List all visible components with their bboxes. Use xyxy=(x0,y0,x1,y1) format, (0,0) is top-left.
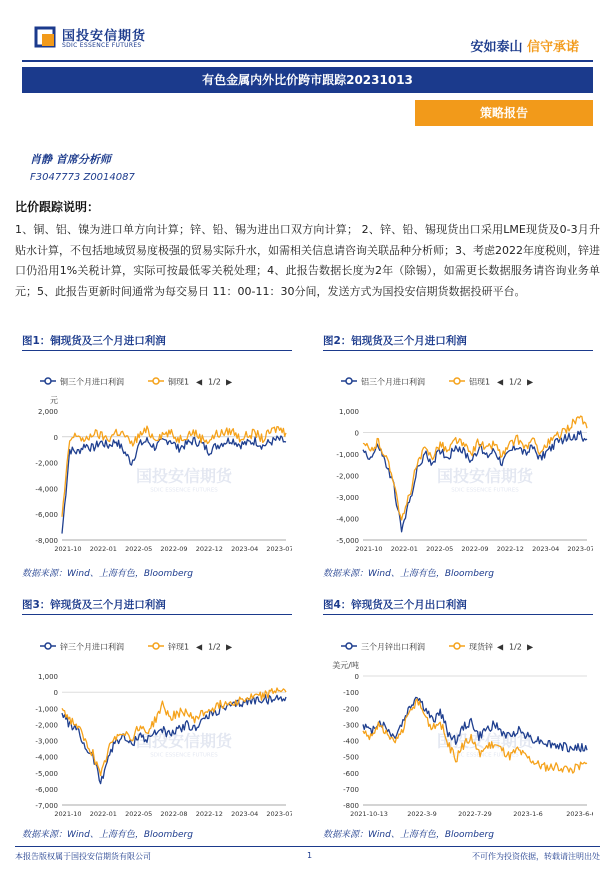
report-type-badge: 策略报告 xyxy=(415,100,593,126)
legend-pager: 1/2 xyxy=(208,642,221,652)
x-tick-label: 2021-10 xyxy=(54,810,82,818)
legend-pager: 1/2 xyxy=(208,377,221,387)
chart-svg xyxy=(22,620,292,820)
section-title: 比价跟踪说明： xyxy=(15,200,100,214)
x-tick-label: 2022-05 xyxy=(426,545,454,553)
y-tick-label: -6,000 xyxy=(35,511,58,520)
legend-marker-0 xyxy=(45,378,51,384)
analyst-ids: F3047773 Z0014087 xyxy=(30,172,135,183)
y-tick-label: -2,000 xyxy=(35,459,58,468)
x-tick-label: 2023-04 xyxy=(231,810,259,818)
x-tick-label: 2023-04 xyxy=(532,545,560,553)
figure-3-chart xyxy=(22,620,292,820)
watermark-text-en: SDIC ESSENCE FUTURES xyxy=(451,752,519,759)
figure-4-title: 图4：锌现货及三个月出口利润 xyxy=(323,597,593,615)
figure-1-title: 图1：铜现货及三个月进口利润 xyxy=(22,333,292,351)
slogan-part-a: 安如泰山 xyxy=(470,40,523,55)
x-tick-label: 2022-01 xyxy=(390,545,418,553)
chart-legend xyxy=(40,377,233,387)
legend-marker-1 xyxy=(153,643,159,649)
watermark-text: 国投安信期货 xyxy=(135,466,233,486)
x-tick-label: 2022-01 xyxy=(89,545,117,553)
x-tick-label: 2021-10 xyxy=(355,545,383,553)
x-tick-label: 2023-07 xyxy=(567,545,593,553)
y-tick-label: -2,000 xyxy=(35,721,58,730)
legend-marker-1 xyxy=(454,378,460,384)
slogan xyxy=(470,36,579,55)
y-tick-label: -8,000 xyxy=(35,537,58,545)
legend-label-0: 三个月锌出口利润 xyxy=(361,642,425,652)
legend-marker-0 xyxy=(346,378,352,384)
legend-pager: 1/2 xyxy=(509,377,522,387)
slogan-part-b: 信守承诺 xyxy=(526,40,579,55)
chart-svg xyxy=(323,355,593,555)
legend-pager-next-icon: ▶ xyxy=(527,642,534,652)
x-tick-label: 2021-10 xyxy=(54,545,82,553)
legend-label-0: 铜三个月进口利润 xyxy=(60,377,124,387)
figure-4-chart xyxy=(323,620,593,820)
y-tick-label: 1,000 xyxy=(37,673,58,681)
y-tick-label: -800 xyxy=(343,802,359,810)
watermark-text-en: SDIC ESSENCE FUTURES xyxy=(150,752,218,759)
x-tick-label: 2023-04 xyxy=(231,545,259,553)
header-divider xyxy=(22,60,593,62)
legend-pager: 1/2 xyxy=(509,642,522,652)
legend-marker-0 xyxy=(45,643,51,649)
x-tick-label: 2023-6-6 xyxy=(566,810,593,818)
y-tick-label: -300 xyxy=(343,721,359,730)
legend-pager-prev-icon: ◀ xyxy=(497,642,504,652)
y-tick-label: -100 xyxy=(343,689,359,698)
x-tick-label: 2023-07 xyxy=(266,545,292,553)
y-tick-label: -600 xyxy=(343,769,359,778)
company-name-en: SDIC ESSENCE FUTURES xyxy=(62,42,142,49)
company-name: 国投安信期货 xyxy=(62,29,147,44)
y-tick-label: 1,000 xyxy=(338,408,359,416)
figure-3-source: 数据来源：Wind、上海有色，Bloomberg xyxy=(22,830,193,840)
legend-label-1: 锌现1 xyxy=(168,642,190,652)
legend-label-0: 铝三个月进口利润 xyxy=(361,377,425,387)
x-tick-label: 2022-12 xyxy=(195,545,223,553)
x-tick-label: 2022-09 xyxy=(461,545,489,553)
figure-2-source: 数据来源：Wind、上海有色，Bloomberg xyxy=(323,569,494,579)
y-axis-unit: 美元/吨 xyxy=(332,661,359,670)
legend-label-1: 现货锌 xyxy=(469,642,493,652)
y-tick-label: -6,000 xyxy=(35,785,58,794)
x-tick-label: 2022-08 xyxy=(160,810,188,818)
y-tick-label: -4,000 xyxy=(35,753,58,762)
legend-marker-1 xyxy=(153,378,159,384)
legend-pager-prev-icon: ◀ xyxy=(196,377,203,387)
figure-2-title: 图2：铝现货及三个月进口利润 xyxy=(323,333,593,351)
figure-1-chart xyxy=(22,355,292,555)
y-tick-label: 2,000 xyxy=(37,408,58,416)
figure-1-source: 数据来源：Wind、上海有色，Bloomberg xyxy=(22,569,193,579)
y-tick-label: -500 xyxy=(343,753,359,762)
footer-divider xyxy=(15,846,600,847)
y-tick-label: -1,000 xyxy=(35,705,58,714)
analyst-name: 肖静 首席分析师 xyxy=(30,153,111,166)
figure-2-chart xyxy=(323,355,593,555)
x-tick-label: 2022-09 xyxy=(160,545,188,553)
y-tick-label: -2,000 xyxy=(336,472,359,481)
footer-copyright: 本报告版权属于国投安信期货有限公司 xyxy=(15,852,151,861)
figure-3-title: 图3：锌现货及三个月进口利润 xyxy=(22,597,292,615)
y-tick-label: -3,000 xyxy=(35,737,58,746)
legend-pager-prev-icon: ◀ xyxy=(196,642,203,652)
x-tick-label: 2023-07 xyxy=(266,810,292,818)
figure-4-source: 数据来源：Wind、上海有色，Bloomberg xyxy=(323,830,494,840)
chart-legend xyxy=(341,642,534,652)
page-number: 1 xyxy=(307,851,313,860)
x-tick-label: 2022-01 xyxy=(89,810,117,818)
x-tick-label: 2022-12 xyxy=(195,810,223,818)
chart-legend xyxy=(341,377,534,387)
chart-svg xyxy=(22,355,292,555)
y-tick-label: -1,000 xyxy=(336,451,359,459)
y-tick-label: 0 xyxy=(354,429,359,438)
legend-pager-next-icon: ▶ xyxy=(527,377,534,387)
y-tick-label: -3,000 xyxy=(336,494,359,502)
x-tick-label: 2022-3-9 xyxy=(407,810,437,818)
legend-marker-1 xyxy=(454,643,460,649)
x-tick-label: 2023-1-6 xyxy=(513,810,543,818)
x-tick-label: 2022-7-29 xyxy=(458,810,492,818)
y-tick-label: -7,000 xyxy=(35,802,58,810)
y-tick-label: -4,000 xyxy=(336,515,359,524)
x-tick-label: 2022-05 xyxy=(125,810,153,818)
legend-label-0: 锌三个月进口利润 xyxy=(60,642,124,652)
legend-pager-next-icon: ▶ xyxy=(226,642,233,652)
y-tick-label: 0 xyxy=(53,433,58,442)
y-tick-label: -400 xyxy=(343,737,359,746)
x-tick-label: 2022-05 xyxy=(125,545,153,553)
watermark-text-en: SDIC ESSENCE FUTURES xyxy=(150,487,218,494)
legend-label-1: 铝现1 xyxy=(469,377,491,387)
legend-pager-prev-icon: ◀ xyxy=(497,377,504,387)
legend-label-1: 铜现1 xyxy=(168,377,190,387)
y-tick-label: -5,000 xyxy=(336,537,359,545)
y-tick-label: -5,000 xyxy=(35,769,58,778)
legend-pager-next-icon: ▶ xyxy=(226,377,233,387)
x-tick-label: 2022-12 xyxy=(496,545,524,553)
y-tick-label: -200 xyxy=(343,705,359,714)
y-tick-label: 0 xyxy=(53,689,58,698)
y-tick-label: -4,000 xyxy=(35,485,58,494)
x-tick-label: 2021-10-13 xyxy=(350,810,388,818)
report-title: 有色金属内外比价跨市跟踪20231013 xyxy=(22,67,593,93)
company-logo-icon xyxy=(34,26,56,48)
chart-svg xyxy=(323,620,593,820)
page-header xyxy=(0,0,615,62)
watermark-text: 国投安信期货 xyxy=(436,466,534,486)
methodology-text: 1、铜、铝、镍为进口单方向计算；锌、铅、锡为进出口双方向计算； 2、锌、铅、锡现货出口采用LME现货及0-3月升贴水计算，不包括地域贸易度极强的贸易实际升水，如需相关信息请咨询关联品种分析师；3、考虑2022年度税则，锌进口仍沿用1%关税计算，实际可按最低零关税处理；4、此报告数据长度为2年（除锡），如需更长数据服务请咨询业务单元；5、此报告更新时间通常为每交易日 11：00-11：30分间，发送方式为国投安信期货数据投研平台。 xyxy=(15,223,600,298)
y-tick-label: 0 xyxy=(354,673,359,681)
legend-marker-0 xyxy=(346,643,352,649)
watermark-text-en: SDIC ESSENCE FUTURES xyxy=(451,487,519,494)
footer-disclaimer: 不可作为投资依据，转载请注明出处 xyxy=(472,852,600,861)
y-tick-label: -700 xyxy=(343,785,359,794)
watermark-text: 国投安信期货 xyxy=(436,731,534,751)
y-axis-unit: 元 xyxy=(50,396,58,405)
watermark-text: 国投安信期货 xyxy=(135,731,233,751)
chart-legend xyxy=(40,642,233,652)
